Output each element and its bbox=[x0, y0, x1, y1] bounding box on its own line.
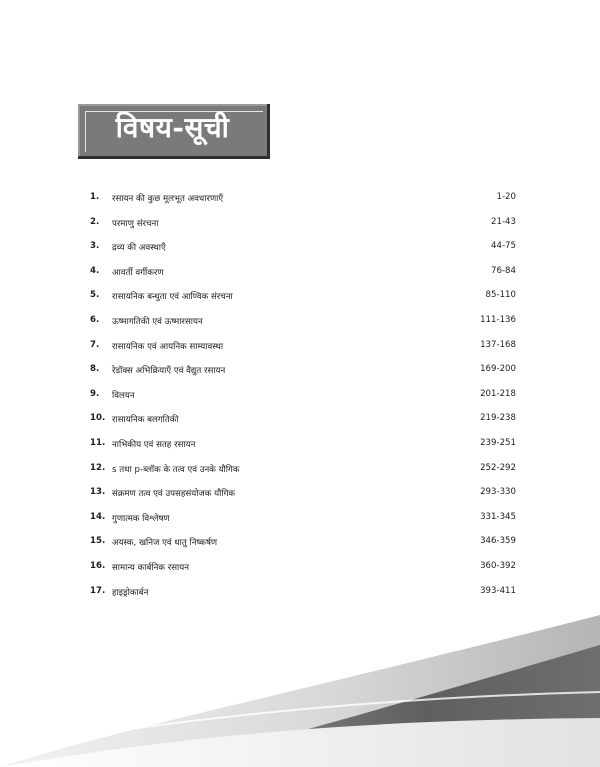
toc-row[interactable] bbox=[90, 438, 516, 463]
toc-row[interactable] bbox=[90, 315, 516, 340]
toc-row[interactable] bbox=[90, 487, 516, 512]
chapter-number: 4. bbox=[90, 265, 100, 276]
chapter-number: 7. bbox=[90, 339, 100, 350]
toc-row[interactable] bbox=[90, 413, 516, 438]
chapter-title: हाइड्रोकार्बन bbox=[112, 587, 149, 598]
chapter-number: 17. bbox=[90, 585, 106, 596]
page-range: 169-200 bbox=[480, 364, 516, 375]
chapter-title: संक्रमण तत्व एवं उपसहसंयोजक यौगिक bbox=[112, 489, 236, 500]
chapter-title: रसायन की कुछ मूलभूत अवधारणाएँ bbox=[112, 194, 224, 204]
page-range: 85-110 bbox=[485, 290, 516, 301]
page-range: 293-330 bbox=[480, 487, 516, 498]
page-range: 360-392 bbox=[480, 560, 516, 571]
chapter-title: गुणात्मक विश्लेषण bbox=[112, 513, 170, 524]
chapter-title: विलयन bbox=[112, 390, 135, 401]
chapter-title: रासायनिक बलगतिकी bbox=[112, 415, 179, 426]
page-range: 252-292 bbox=[480, 462, 516, 473]
chapter-number: 6. bbox=[90, 314, 100, 325]
chapter-number: 1. bbox=[90, 192, 100, 202]
table-of-contents bbox=[90, 192, 516, 610]
chapter-number: 2. bbox=[90, 216, 100, 227]
chapter-title: रेडॉक्स अभिक्रियाएँ एवं वैद्युत रसायन bbox=[112, 366, 226, 377]
page-range: 239-251 bbox=[480, 437, 516, 448]
chapter-number: 14. bbox=[90, 511, 106, 522]
page-range: 21-43 bbox=[491, 216, 516, 227]
chapter-number: 12. bbox=[90, 462, 106, 473]
page-range: 1-20 bbox=[496, 192, 516, 202]
decorative-swoosh bbox=[0, 600, 600, 767]
chapter-title: रासायनिक बन्धुता एवं आण्विक संरचना bbox=[112, 292, 233, 303]
chapter-title: सामान्य कार्बनिक रसायन bbox=[112, 562, 190, 573]
chapter-number: 15. bbox=[90, 536, 106, 547]
page-title: विषय-सूची bbox=[115, 111, 230, 144]
toc-row[interactable] bbox=[90, 561, 516, 586]
chapter-title: नाभिकीय एवं सतह रसायन bbox=[112, 439, 196, 450]
toc-row[interactable] bbox=[90, 463, 516, 488]
chapter-number: 10. bbox=[90, 413, 106, 424]
toc-row[interactable] bbox=[90, 241, 516, 266]
toc-row[interactable] bbox=[90, 192, 516, 217]
toc-row[interactable] bbox=[90, 340, 516, 365]
toc-row[interactable] bbox=[90, 217, 516, 242]
page-range: 44-75 bbox=[491, 241, 516, 252]
toc-row[interactable] bbox=[90, 389, 516, 414]
chapter-title: द्रव्य की अवस्थाएँ bbox=[112, 243, 166, 254]
chapter-number: 13. bbox=[90, 487, 106, 498]
chapter-title: रासायनिक एवं आयनिक साम्यावस्था bbox=[112, 341, 224, 352]
page-range: 346-359 bbox=[480, 536, 516, 547]
toc-row[interactable] bbox=[90, 266, 516, 291]
toc-row[interactable] bbox=[90, 290, 516, 315]
chapter-number: 9. bbox=[90, 388, 100, 399]
toc-row[interactable] bbox=[90, 364, 516, 389]
page-range: 393-411 bbox=[480, 585, 516, 596]
chapter-number: 5. bbox=[90, 290, 100, 301]
page-range: 76-84 bbox=[491, 265, 516, 276]
page-range: 201-218 bbox=[480, 388, 516, 399]
chapter-number: 16. bbox=[90, 560, 106, 571]
page-range: 331-345 bbox=[480, 511, 516, 522]
chapter-number: 8. bbox=[90, 364, 100, 375]
page-range: 111-136 bbox=[480, 314, 516, 325]
chapter-title: s तथा p-ब्लॉक के तत्व एवं उनके यौगिक bbox=[112, 464, 240, 475]
toc-row[interactable] bbox=[90, 512, 516, 537]
chapter-title: आवर्ती वर्गीकरण bbox=[112, 267, 164, 278]
toc-row[interactable] bbox=[90, 536, 516, 561]
chapter-title: परमाणु संरचना bbox=[112, 218, 159, 229]
chapter-number: 11. bbox=[90, 437, 106, 448]
page-range: 219-238 bbox=[480, 413, 516, 424]
chapter-number: 3. bbox=[90, 241, 100, 252]
chapter-title: ऊष्मागतिकी एवं ऊष्मारसायन bbox=[112, 316, 203, 327]
page-range: 137-168 bbox=[480, 339, 516, 350]
heading-banner bbox=[78, 104, 270, 159]
chapter-title: अयस्क, खनिज एवं धातु निष्कर्षण bbox=[112, 538, 218, 549]
